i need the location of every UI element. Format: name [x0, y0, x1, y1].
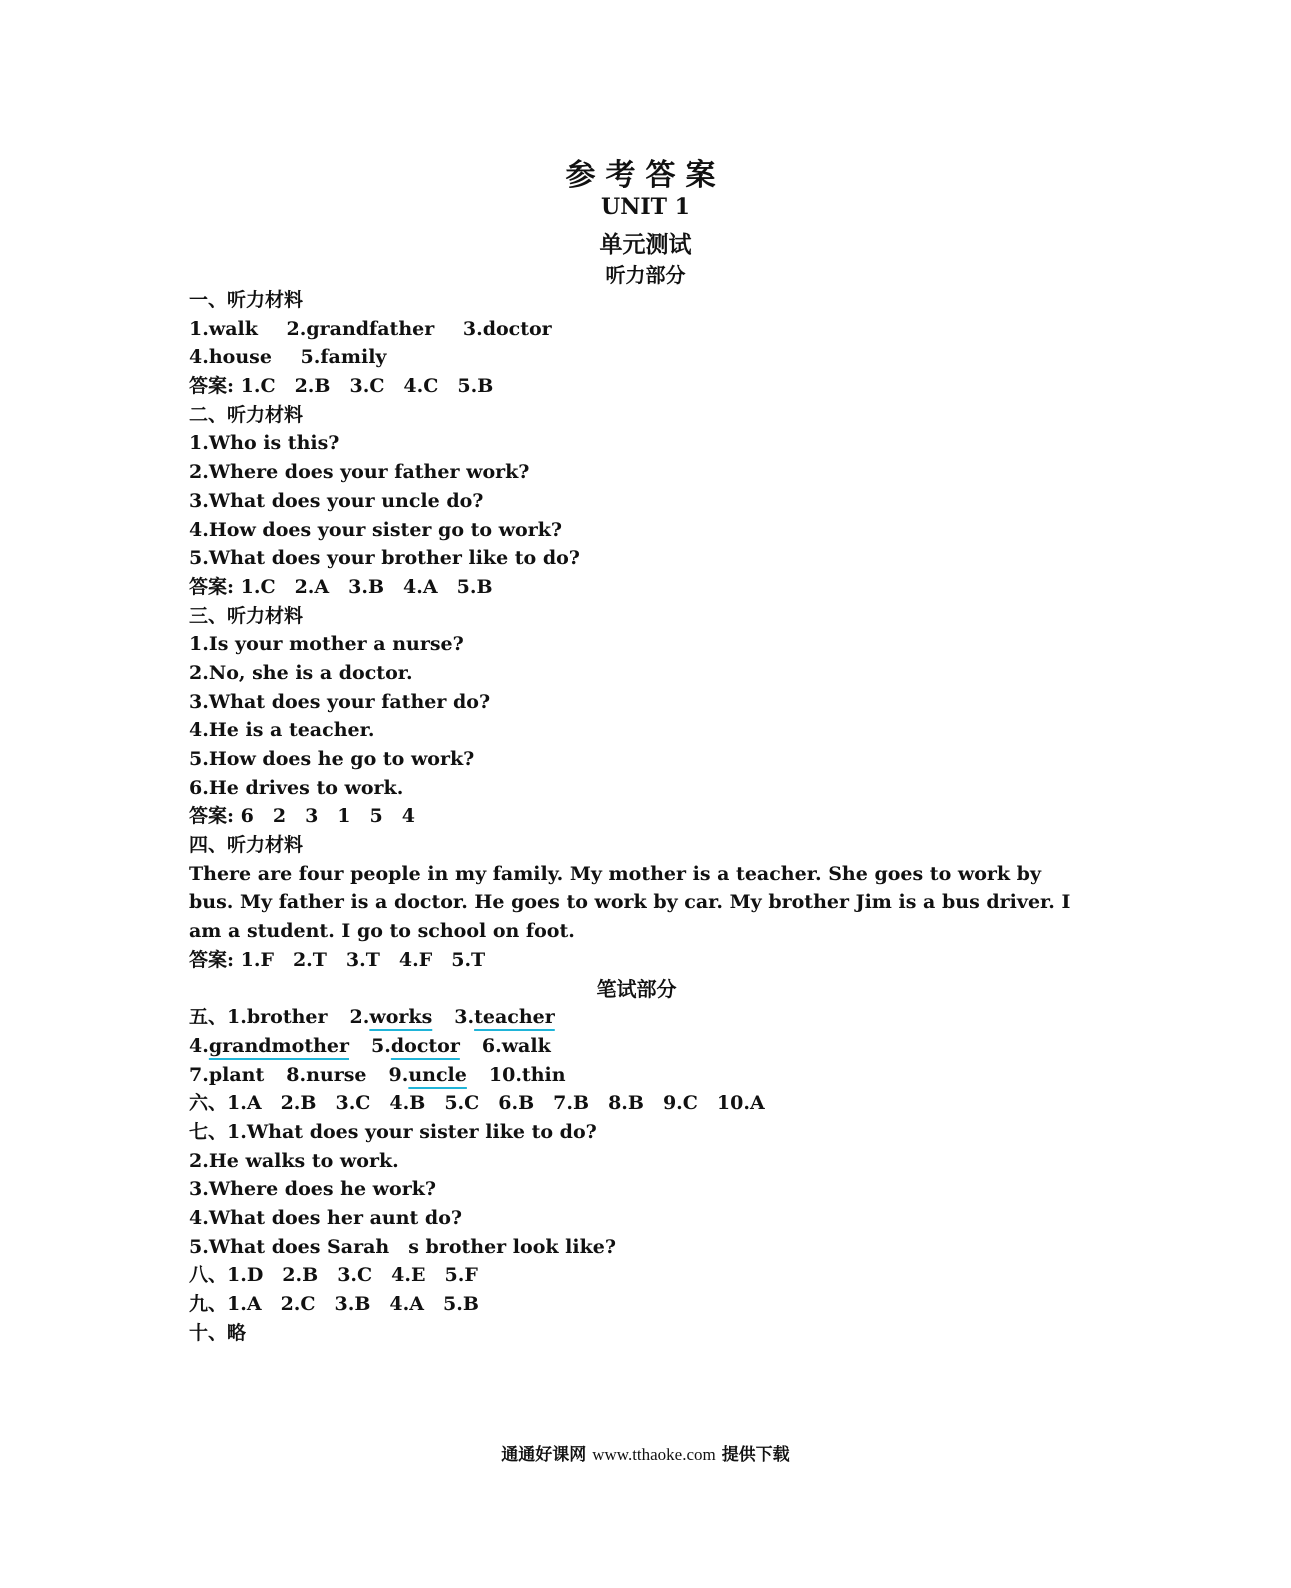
footer-download-text: 提供下载 [721, 1445, 790, 1465]
section-10-answers: 十、略 [189, 1321, 247, 1344]
word-number: 9. [388, 1063, 409, 1086]
word: 2.grandfather [286, 317, 435, 340]
list-item: 5.How does he go to work? [189, 748, 475, 770]
word: 6.walk [481, 1034, 551, 1057]
section-2-heading: 二、听力材料 [189, 403, 304, 426]
section-1-heading: 一、听力材料 [189, 289, 304, 311]
list-item: 4.He is a teacher. [189, 719, 375, 742]
section-prefix: 五、 [189, 1006, 228, 1029]
section-4-heading: 四、听力材料 [189, 834, 304, 857]
section-5-row3 [189, 1061, 1089, 1090]
list-item: 3.What does your uncle do? [189, 489, 484, 512]
footer-site-name: 通通好课网 [501, 1445, 587, 1465]
page-title: 参考答案 [565, 158, 726, 193]
list-item: 4.What does her aunt do? [189, 1207, 462, 1230]
section-1-words-row2 [189, 343, 1089, 372]
list-item: 2.No, she is a doctor. [189, 661, 413, 684]
underlined-word: uncle [408, 1063, 467, 1086]
section-9-answers: 九、1.A 2.C 3.B 4.A 5.B [189, 1293, 479, 1316]
word: 10.thin [488, 1063, 566, 1086]
listening-heading: 听力部分 [605, 263, 686, 287]
word: 1.walk [189, 317, 258, 340]
footer-url[interactable]: www.tthaoke.com [592, 1445, 716, 1464]
word: 4.house [189, 346, 272, 369]
section-1-words-row1 [189, 315, 1089, 344]
list-item: 4.How does your sister go to work? [189, 518, 563, 541]
unit-heading: UNIT 1 [601, 194, 690, 220]
test-heading: 单元测试 [599, 231, 692, 258]
word-number: 5. [371, 1034, 391, 1057]
section-5-row1 [189, 1003, 1089, 1032]
section-4-answer: 答案: 1.F 2.T 3.T 4.F 5.T [189, 948, 486, 971]
underlined-word: grandmother [208, 1034, 350, 1057]
writing-heading: 笔试部分 [596, 976, 677, 1001]
list-item: 3.What does your father do? [189, 690, 491, 713]
word: 5.family [300, 346, 387, 369]
list-item: 1.Is your mother a nurse? [189, 633, 464, 656]
section-8-answers: 八、1.D 2.B 3.C 4.E 5.F [189, 1264, 478, 1287]
underlined-word: doctor [390, 1034, 460, 1057]
section-3-answer: 答案: 6 2 3 1 5 4 [189, 805, 415, 828]
word: 3.doctor [462, 317, 552, 340]
section-1-answer: 答案: 1.C 2.B 3.C 4.C 5.B [189, 375, 494, 398]
section-3-heading: 三、听力材料 [189, 604, 304, 627]
footer [0, 1440, 1291, 1465]
word-number: 3. [454, 1006, 475, 1029]
answer-content [189, 286, 1089, 1347]
word: 7.plant [189, 1063, 265, 1086]
underlined-word: works [369, 1006, 433, 1029]
list-item: 七、1.What does your sister like to do? [189, 1120, 597, 1143]
list-item: 6.He drives to work. [189, 776, 404, 799]
section-4-passage: There are four people in my family. My mother is a teacher. She goes to work by bus. My father is a doctor. He goes to work by car. My brother Jim is a bus driver. I am a student. I go to school on foot. [189, 862, 1071, 943]
list-item: 5.What does Sarah s brother look like? [189, 1235, 616, 1258]
section-2-answer: 答案: 1.C 2.A 3.B 4.A 5.B [189, 575, 493, 598]
word: 1.brother [227, 1006, 328, 1029]
word-number: 2. [349, 1006, 370, 1029]
section-6-answers: 六、1.A 2.B 3.C 4.B 5.C 6.B 7.B 8.B 9.C 10.A [189, 1092, 765, 1115]
word-number: 4. [189, 1034, 209, 1057]
list-item: 3.Where does he work? [189, 1178, 436, 1201]
list-item: 2.Where does your father work? [189, 461, 530, 484]
list-item: 1.Who is this? [189, 432, 340, 455]
list-item: 5.What does your brother like to do? [189, 547, 580, 570]
section-5-row2 [189, 1032, 1089, 1061]
list-item: 2.He walks to work. [189, 1149, 399, 1172]
underlined-word: teacher [474, 1006, 555, 1029]
word: 8.nurse [286, 1063, 367, 1086]
